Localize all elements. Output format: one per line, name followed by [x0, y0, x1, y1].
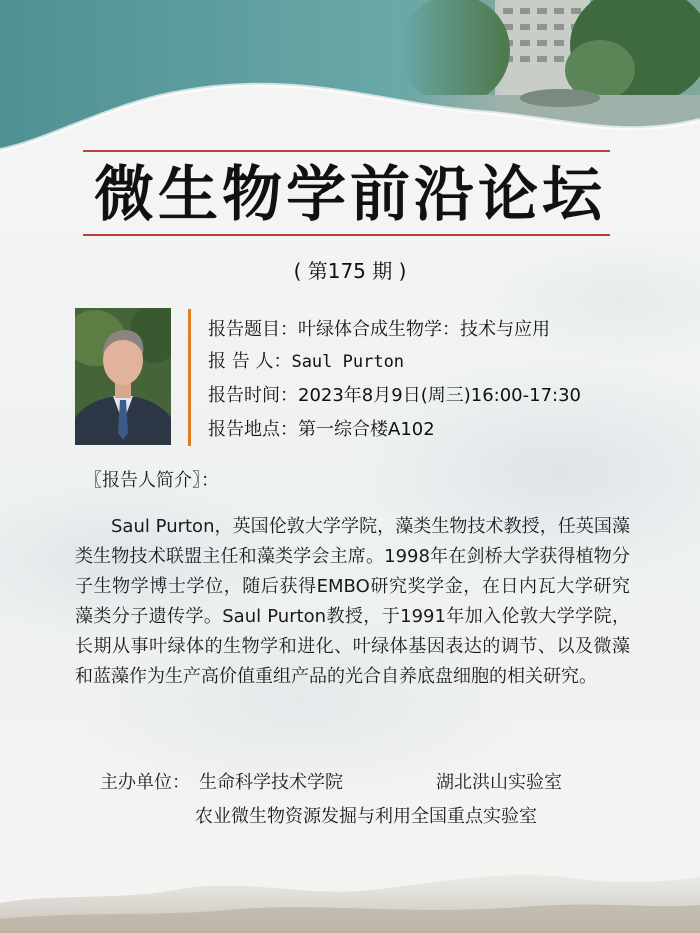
footer-mountains: [0, 823, 700, 933]
talk-title-row: [208, 318, 550, 342]
issue-number: ( 第175 期 ): [293, 259, 407, 283]
organizer-2: 湖北洪山实验室: [436, 772, 562, 793]
organizer-3: 农业微生物资源发掘与利用全国重点实验室: [195, 806, 537, 827]
speaker-label: 报 告 人：: [208, 351, 292, 372]
info-accent-bar: [188, 309, 191, 446]
bio-text: Saul Purton，英国伦敦大学学院，藻类生物技术教授，任英国藻类生物技术联盟主任和藻类学会主席。1998年在剑桥大学获得植物分子生物学博士学位，随后获得EMBO研究奖学金，在日内瓦大学研究藻类分子遗传学。Saul Purton教授，于1991年加入伦敦大学学院，长期从事叶绿体的生物学和进化、叶绿体基因表达的调节、以及微藻和蓝藻作为生产高价值重组产品的光合自养底盘细胞的相关研究。: [75, 516, 630, 687]
talk-venue-label: 报告地点：: [208, 419, 298, 440]
title-rule-bottom: [83, 234, 610, 236]
talk-venue-value: 第一综合楼A102: [298, 419, 435, 440]
organizer-label: 主办单位：: [100, 772, 190, 793]
talk-time-row: [208, 384, 581, 408]
speaker-photo: [75, 308, 171, 445]
speaker-name: Saul Purton: [291, 352, 405, 372]
poster-title: 微生物学前沿论坛: [94, 160, 606, 230]
speaker-row: [208, 350, 404, 374]
talk-venue-row: [208, 418, 435, 442]
organizer-1: 生命科学技术学院: [199, 772, 343, 793]
talk-title-value: 叶绿体合成生物学：技术与应用: [298, 319, 550, 340]
header-banner: [0, 0, 700, 160]
talk-title-label: 报告题目：: [208, 319, 298, 340]
bio-heading: 〖报告人简介〗：: [84, 470, 219, 491]
title-rule-top: [83, 150, 610, 152]
talk-time-label: 报告时间：: [208, 385, 298, 406]
talk-time-value: 2023年8月9日(周三)16:00-17:30: [298, 385, 581, 406]
